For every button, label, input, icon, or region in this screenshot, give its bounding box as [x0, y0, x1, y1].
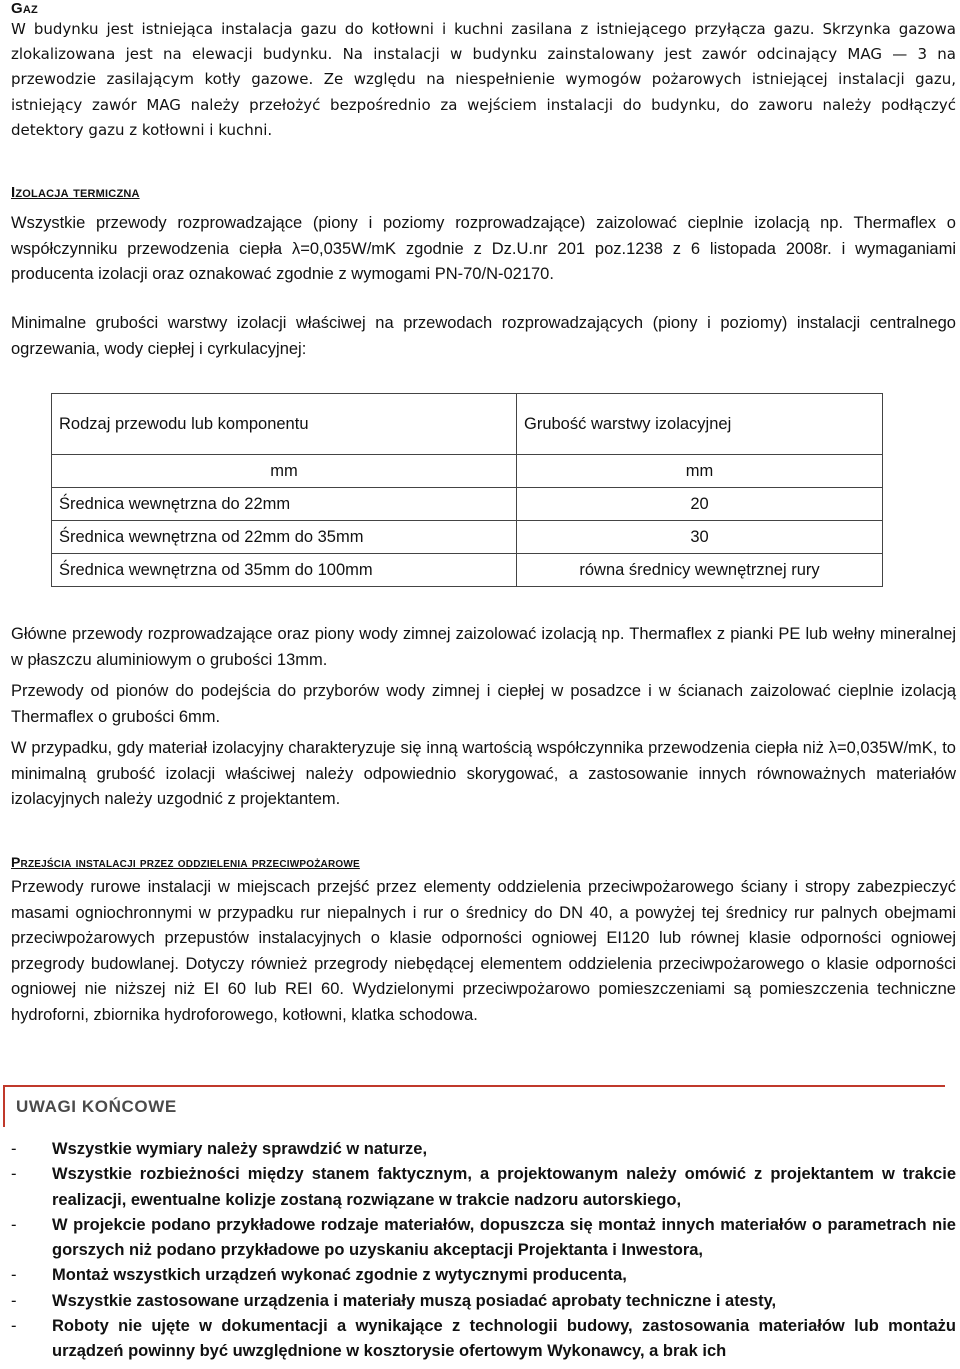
list-item-text: W projekcie podano przykładowe rodzaje materiałów, dopuszcza się montaż innych materiałów o parametrach nie gorszych niż podano przykładowe po uzyskaniu akceptacji Projektanta i Inwestora, — [52, 1215, 956, 1260]
fire-heading: Przejścia instalacji przez oddzielenia przeciwpożarowe — [11, 854, 360, 870]
list-item — [11, 1213, 956, 1264]
dash-bullet: - — [11, 1140, 17, 1158]
dash-bullet: - — [11, 1266, 17, 1285]
insulation-paragraph-5: W przypadku, gdy materiał izolacyjny charakteryzuje się inną wartością współczynnika przewodzenia ciepła niż λ=0,035W/mK, to minimalną grubość izolacji właściwej należy odpowiednio skorygować, a zastosowanie innych równoważnych materiałów izolacyjnych należy uzgodnić z projektantem. — [11, 739, 956, 808]
table-cell: Średnica wewnętrzna od 35mm do 100mm — [52, 554, 517, 587]
table-row — [52, 488, 883, 521]
gas-paragraph: W budynku jest istniejąca instalacja gazu do kotłowni i kuchni zasilana z istniejącego przyłącza gazu. Skrzynka gazowa zlokalizowana jest na elewacji budynku. Na instalacji w budynku zainstalowany jest zawór odcinający MAG — 3 na przewodzie zasilającym kotły gazowe. Ze względu na niespełnienie wymogów pożarowych istniejącej instalacji gazu, istniejący zawór MAG należy przełożyć bezpośrednio za wejściem instalacji do budynku, do zaworu należy podłączyć detektory gazu z kotłowni i kuchni. — [11, 20, 956, 139]
dash-bullet: - — [11, 1291, 17, 1310]
list-item — [11, 1162, 956, 1213]
dash-bullet: - — [11, 1165, 17, 1184]
table-cell: Średnica wewnętrzna od 22mm do 35mm — [52, 521, 517, 554]
list-item-text: Montaż wszystkich urządzeń wykonać zgodnie z wytycznymi producenta, — [52, 1266, 627, 1285]
list-item-text: Wszystkie zastosowane urządzenia i materiały muszą posiadać aprobaty techniczne i atesty, — [52, 1291, 777, 1310]
table-units-row — [52, 455, 883, 488]
final-remarks-list — [11, 1137, 956, 1365]
list-item — [11, 1314, 956, 1365]
insulation-paragraph-2: Minimalne grubości warstwy izolacji właściwej na przewodach rozprowadzających (piony i poziomy) instalacji centralnego ogrzewania, wody ciepłej i cyrkulacyjnej: — [11, 314, 956, 358]
list-item-text: Wszystkie rozbieżności między stanem faktycznym, a projektowanym należy omówić z projektantem w trakcie realizacji, ewentualne kolizje zostaną rozwiązane w trakcie nadzoru autorskiego, — [52, 1165, 956, 1209]
table-header-row — [52, 394, 883, 455]
list-item — [11, 1289, 956, 1314]
insulation-paragraph-1: Wszystkie przewody rozprowadzające (piony i poziomy rozprowadzające) zaizolować cieplnie izolacją np. Thermaflex o współczynniku przewodzenia ciepła λ=0,035W/mK zgodnie z Dz.U.nr 201 poz.1238 z 6 listopada 2008r. i wymaganiami producenta izolacji oraz oznakować zgodnie z wymogami PN-70/N-02170. — [11, 214, 956, 283]
insulation-heading: Izolacja termiczna — [11, 184, 140, 201]
list-item-text: Roboty nie ujęte w dokumentacji a wynikające z technologii budowy, zastosowania materiałów lub montażu urządzeń powinny być uwzględnione w kosztorysie ofertowym Wykonawcy, a brak ich — [52, 1317, 956, 1361]
table-cell: Średnica wewnętrzna do 22mm — [52, 488, 517, 521]
dash-bullet: - — [11, 1317, 17, 1336]
list-item — [11, 1263, 956, 1288]
insulation-paragraph-4: Przewody od pionów do podejścia do przyborów wody zimnej i ciepłej w posadzce i w ścianach zaizolować cieplnie izolacją Thermaflex o grubości 6mm. — [11, 682, 956, 726]
table-header-cell: Rodzaj przewodu lub komponentu — [52, 394, 517, 455]
table-cell: 20 — [517, 488, 883, 521]
table-cell: 30 — [517, 521, 883, 554]
table-cell: mm — [517, 455, 883, 488]
final-section-frame — [3, 1085, 945, 1127]
list-item — [11, 1137, 956, 1162]
fire-paragraph: Przewody rurowe instalacji w miejscach przejść przez elementy oddzielenia przeciwpożarowego ściany i stropy zabezpieczyć masami ogniochronnymi w przypadku rur niepalnych i rur o średnicy do DN 40, a powyżej tej średnicy rur palnych obejmami przeciwpożarowych przepustów instalacyjnych o klasie odporności ogniowej EI120 lub równej klasie odporności ogniowej przegrody budowlanej. Dotyczy również przegrody niebędącej elementem oddzielenia przeciwpożarowego o klasie odporności ogniowej nie niższej niż EI 60 lub REI 60. Wydzielonymi przeciwpożarowo pomieszczeniami są pomieszczenia techniczne hydroforni, zbiornika hydroforowego, kotłowni, klatka schodowa. — [11, 878, 956, 1024]
table-header-cell: Grubość warstwy izolacyjnej — [517, 394, 883, 455]
table-cell: mm — [52, 455, 517, 488]
final-heading: UWAGI KOŃCOWE — [16, 1097, 177, 1116]
gas-heading: Gaz — [11, 0, 38, 17]
table-row — [52, 554, 883, 587]
insulation-table — [51, 393, 883, 587]
dash-bullet: - — [11, 1215, 17, 1234]
table-row — [52, 521, 883, 554]
insulation-paragraph-3: Główne przewody rozprowadzające oraz piony wody zimnej zaizolować izolacją np. Thermaflex z pianki PE lub wełny mineralnej w płaszczu aluminiowym o grubości 13mm. — [11, 625, 956, 669]
table-cell: równa średnicy wewnętrznej rury — [517, 554, 883, 587]
list-item-text: Wszystkie wymiary należy sprawdzić w naturze, — [52, 1140, 428, 1158]
